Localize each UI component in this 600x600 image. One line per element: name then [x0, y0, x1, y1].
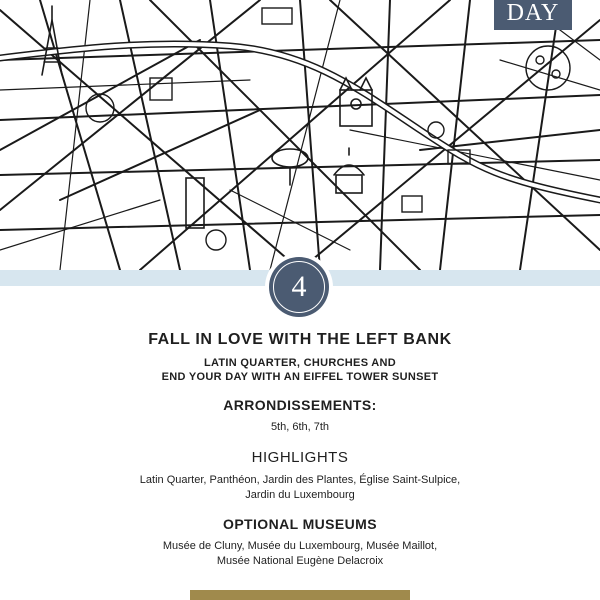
- highlights-line-2: Jardin du Luxembourg: [245, 489, 355, 501]
- arrondissements-heading: ARRONDISSEMENTS:: [223, 397, 377, 413]
- itinerary-content: [0, 330, 600, 569]
- highlights-line-1: Latin Quarter, Panthéon, Jardin des Plantes, Église Saint-Sulpice,: [139, 474, 461, 486]
- museums-line-1: Musée de Cluny, Musée du Luxembourg, Musée Maillot,: [162, 540, 438, 552]
- illustrated-map: [0, 0, 600, 270]
- museums-line-2: Musée National Eugène Delacroix: [216, 555, 384, 567]
- page-title: FALL IN LOVE WITH THE LEFT BANK: [148, 331, 452, 348]
- subtitle-line-1: LATIN QUARTER, CHURCHES AND: [203, 357, 397, 369]
- map-drawing: [0, 0, 600, 270]
- day-label: DAY: [494, 0, 572, 30]
- gold-footer-bar: [190, 590, 410, 600]
- day-number: 4: [291, 270, 307, 303]
- arrondissements-body: 5th, 6th, 7th: [270, 421, 330, 433]
- pantheon-icon: [334, 148, 364, 193]
- highlights-heading: HIGHLIGHTS: [251, 449, 349, 466]
- day-number-badge: [269, 257, 329, 317]
- subtitle-line-2: END YOUR DAY WITH AN EIFFEL TOWER SUNSET: [161, 371, 439, 383]
- museums-heading: OPTIONAL MUSEUMS: [223, 516, 377, 532]
